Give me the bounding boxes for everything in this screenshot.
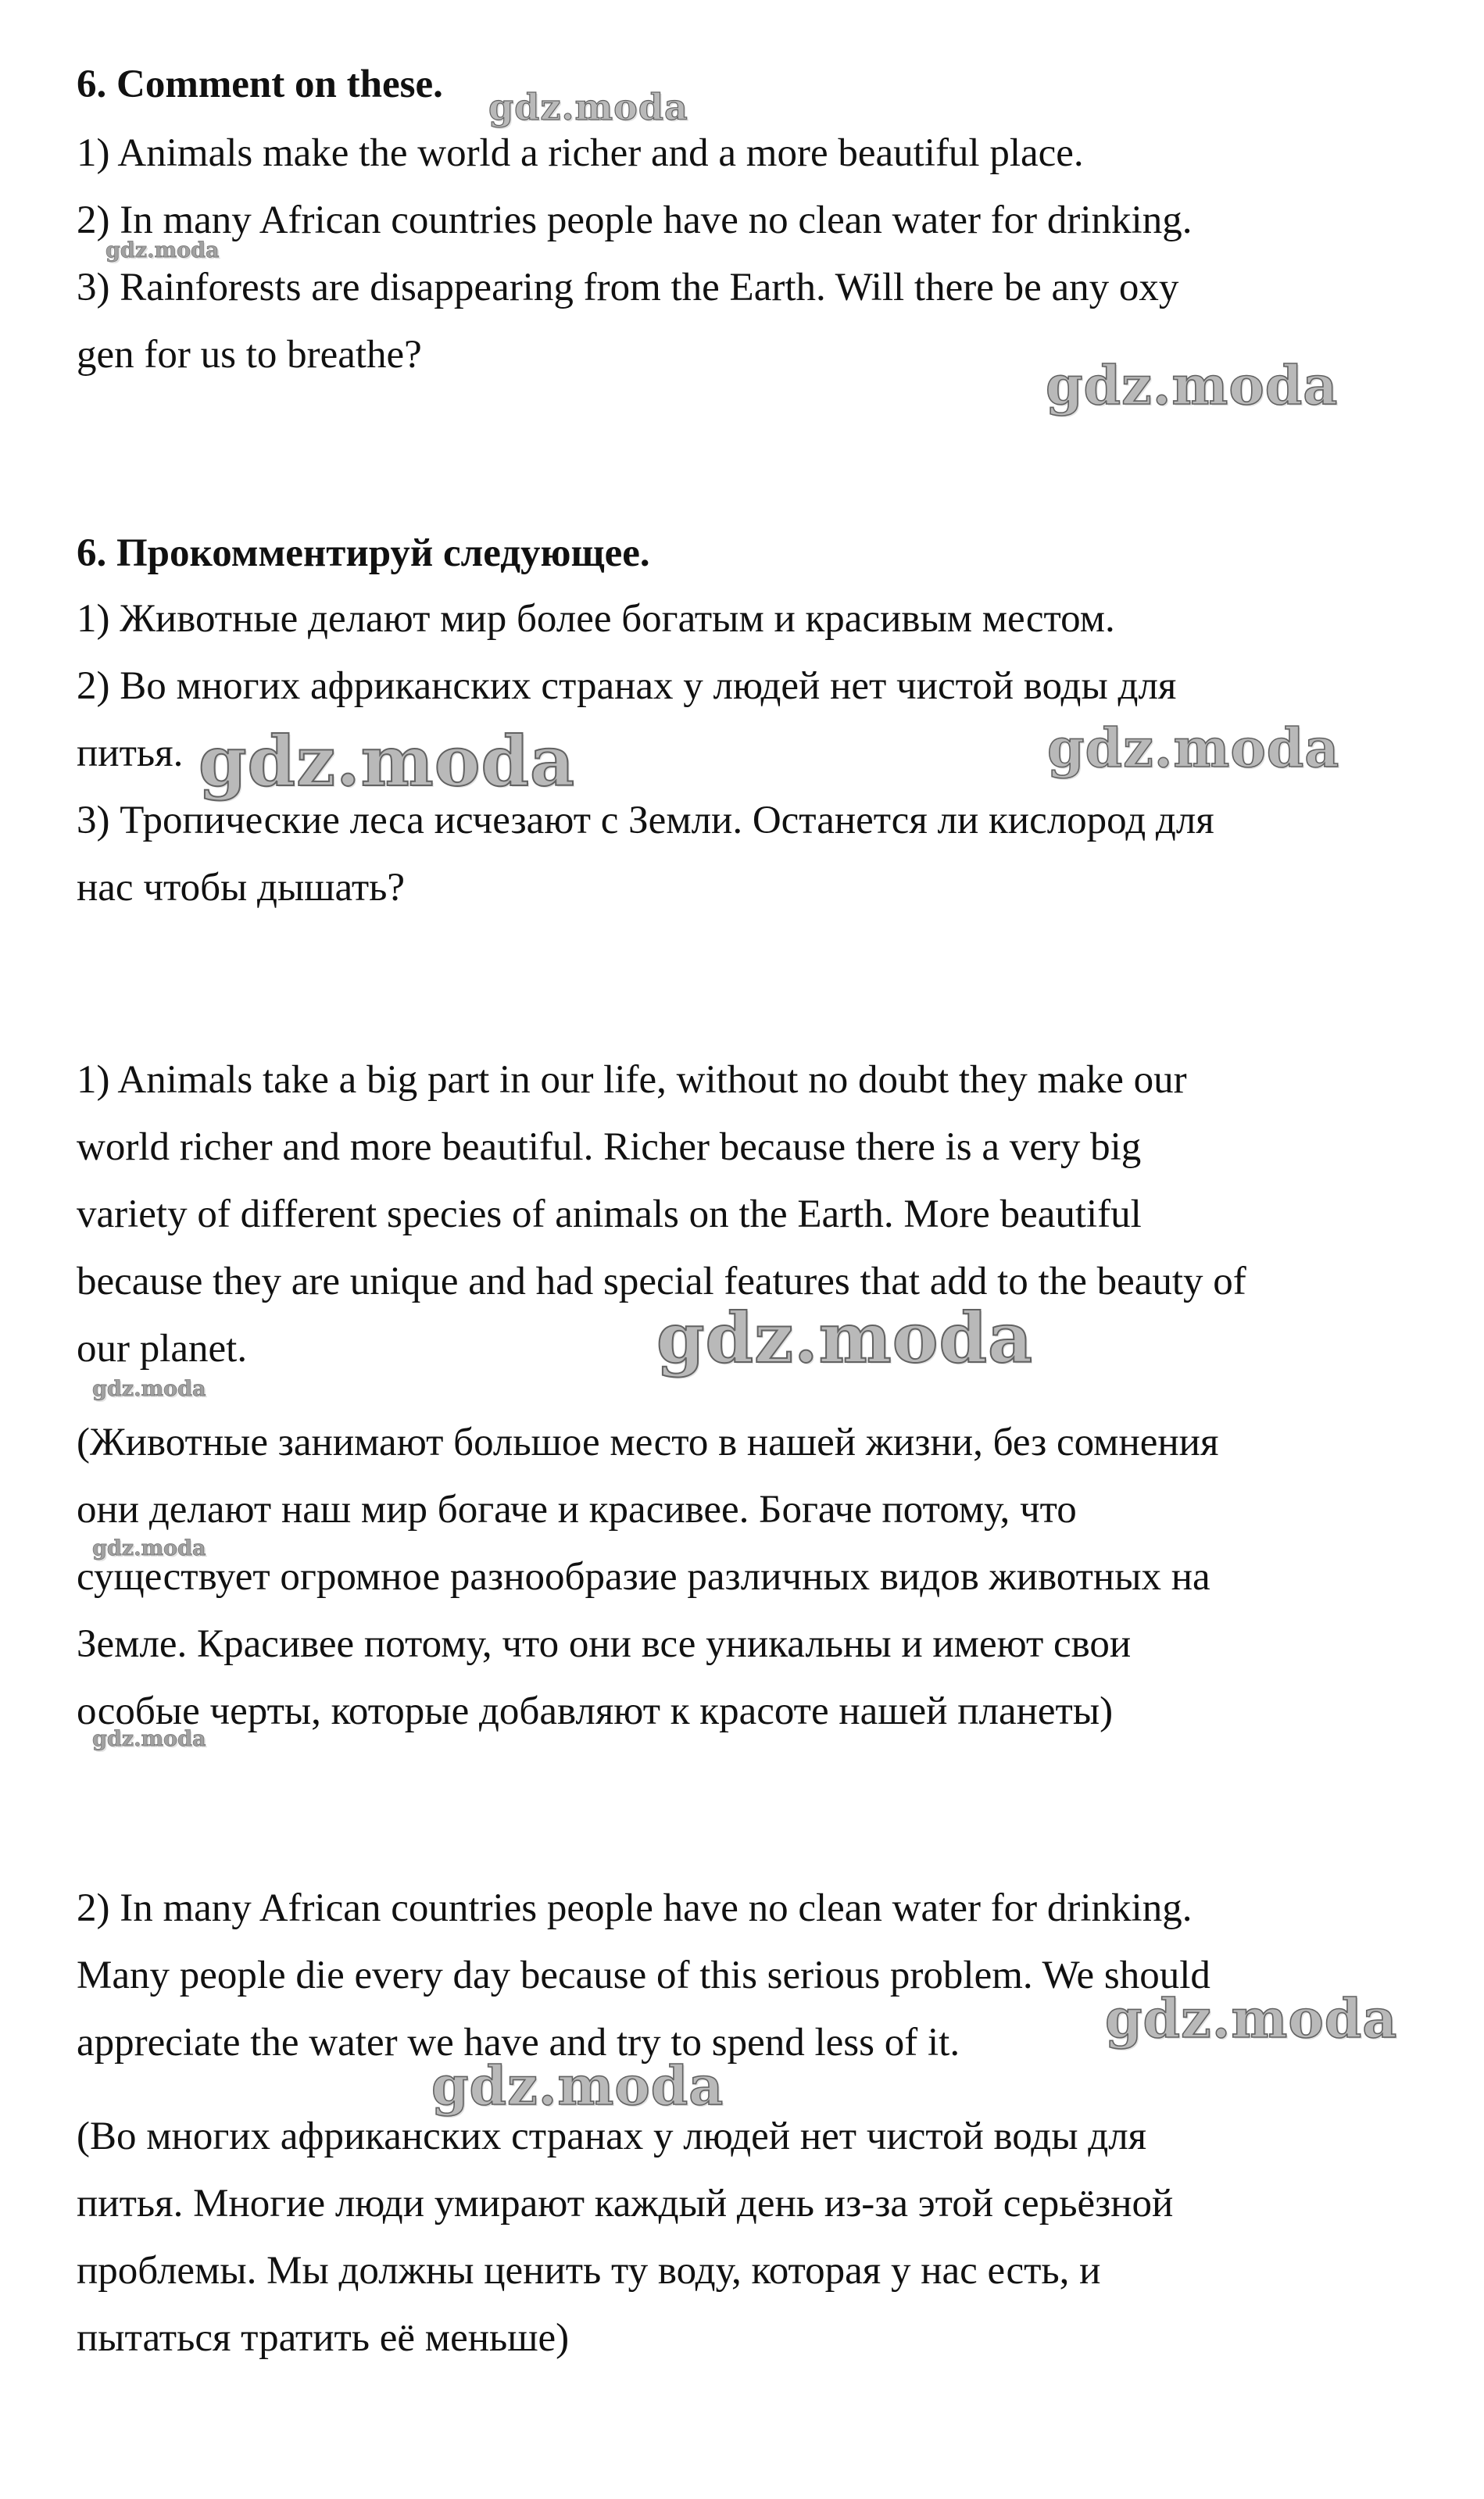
answer-1-en-line: our planet. [77,1327,248,1371]
exercise-ru-item: 2) Во многих африканских странах у людей нет чистой воды для [77,664,1177,708]
answer-1-en-line: 1) Animals take a big part in our life, without no doubt they make our [77,1058,1187,1102]
watermark: gdz.moda [431,2055,724,2118]
watermark: gdz.moda [1046,355,1339,417]
watermark: gdz.moda [1105,1988,1398,2050]
answer-2-ru-line: проблемы. Мы должны ценить ту воду, которая у нас есть, и [77,2249,1101,2293]
exercise-ru-item: нас чтобы дышать? [77,866,406,910]
answer-1-en-line: variety of different species of animals on the Earth. More beautiful [77,1192,1142,1236]
exercise-ru-heading: 6. Прокомментируй следующее. [77,531,650,575]
watermark: gdz.moda [656,1297,1034,1378]
watermark: gdz.moda [488,86,688,128]
answer-1-ru-line: Земле. Красивее потому, что они все уникальны и имеют свои [77,1622,1132,1666]
watermark: gdz.moda [92,1727,206,1751]
answer-1-ru-line: (Животные занимают большое место в нашей жизни, без сомнения [77,1421,1219,1464]
exercise-ru-item: питья. [77,731,184,775]
exercise-en-item: gen for us to breathe? [77,333,422,377]
answer-1-ru-line: особые черты, которые добавляют к красоте нашей планеты) [77,1689,1114,1733]
watermark: gdz.moda [1047,717,1340,780]
answer-2-ru-line: (Во многих африканских странах у людей нет чистой воды для [77,2115,1147,2158]
exercise-en-heading: 6. Comment on these. [77,63,443,106]
answer-2-en-line: appreciate the water we have and try to spend less of it. [77,2021,960,2065]
exercise-en-item: 1) Animals make the world a richer and a more beautiful place. [77,131,1084,175]
watermark: gdz.moda [198,720,576,802]
answer-2-ru-line: пытаться тратить её меньше) [77,2316,570,2360]
answer-1-en-line: world richer and more beautiful. Richer because there is a very big [77,1125,1142,1169]
answer-2-ru-line: питья. Многие люди умирают каждый день из-за этой серьёзной [77,2182,1174,2226]
exercise-en-item: 3) Rainforests are disappearing from the Earth. Will there be any oxy [77,266,1179,309]
exercise-ru-item: 3) Тропические леса исчезают с Земли. Останется ли кислород для [77,799,1214,842]
answer-1-ru-line: существует огромное разнообразие различных видов животных на [77,1555,1210,1599]
watermark: gdz.moda [92,1377,206,1401]
answer-1-ru-line: они делают наш мир богаче и красивее. Богаче потому, что [77,1488,1077,1532]
watermark: gdz.moda [105,238,220,263]
answer-1-en-line: because they are unique and had special features that add to the beauty of [77,1260,1246,1303]
answer-2-en-line: Many people die every day because of this serious problem. We should [77,1954,1210,1997]
exercise-ru-item: 1) Животные делают мир более богатым и красивым местом. [77,597,1115,641]
exercise-en-item: 2) In many African countries people have no clean water for drinking. [77,198,1193,242]
watermark: gdz.moda [92,1536,206,1561]
answer-2-en-line: 2) In many African countries people have no clean water for drinking. [77,1886,1193,1930]
